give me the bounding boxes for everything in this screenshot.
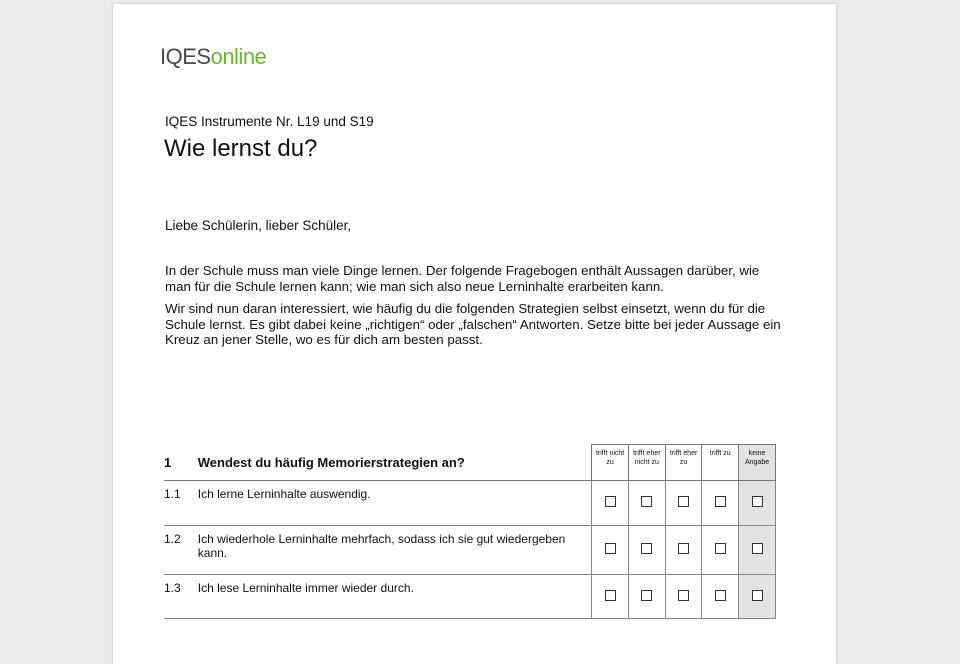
checkbox-trifft-eher-nicht-zu[interactable] [641,590,652,601]
option-header: trifft eher zu [665,445,702,481]
logo-iqes: IQES [160,44,211,69]
checkbox-trifft-zu[interactable] [715,590,726,601]
item-number: 1.1 [164,481,198,526]
item-text: Ich lerne Lerninhalte auswendig. [198,481,592,526]
checkbox-trifft-zu[interactable] [715,543,726,554]
intro-paragraph-1: In der Schule muss man viele Dinge lernen. Der folgende Fragebogen enthält Aussagen darüber, wie man für die Schule lernen kann; wie man sich also neue Lerninhalte erarbeiten kann. [165,263,760,294]
checkbox-trifft-eher-zu[interactable] [678,543,689,554]
item-number: 1.2 [164,526,198,575]
checkbox-trifft-nicht-zu[interactable] [605,496,616,507]
section-number: 1 [164,445,198,481]
questionnaire-table [164,444,776,619]
option-header: trifft zu [702,445,739,481]
option-header-no-answer: keine Angabe [739,445,776,481]
checkbox-trifft-eher-nicht-zu[interactable] [641,543,652,554]
checkbox-trifft-eher-nicht-zu[interactable] [641,496,652,507]
item-text: Ich wiederhole Lerninhalte mehrfach, sodass ich sie gut wiedergeben kann. [198,526,592,575]
checkbox-trifft-nicht-zu[interactable] [605,590,616,601]
option-header: trifft nicht zu [592,445,629,481]
intro-paragraph-2: Wir sind nun daran interessiert, wie häufig du die folgenden Strategien selbst einsetzt, wenn du für die Schule lernst. Es gibt dabei keine „richtigen“ oder „falschen“ Antworten. Setze bitte bei jeder Aussage ein Kreuz an jener Stelle, wo es für dich am besten passt. [165,301,781,348]
section-question: Wendest du häufig Memorierstrategien an? [198,445,592,481]
logo-online: online [210,44,267,69]
iqes-logo [160,44,266,70]
option-header: trifft eher nicht zu [628,445,665,481]
checkbox-keine-angabe[interactable] [752,590,763,601]
question-header-row [164,445,776,481]
page-title: Wie lernst du? [164,135,318,162]
item-number: 1.3 [164,575,198,619]
question-row [164,481,776,526]
question-row [164,575,776,619]
document-page [113,4,836,664]
checkbox-trifft-eher-zu[interactable] [678,496,689,507]
checkbox-trifft-zu[interactable] [715,496,726,507]
checkbox-keine-angabe[interactable] [752,496,763,507]
greeting: Liebe Schülerin, lieber Schüler, [165,218,352,233]
question-row [164,526,776,575]
item-text: Ich lese Lerninhalte immer wieder durch. [198,575,592,619]
checkbox-keine-angabe[interactable] [752,543,763,554]
checkbox-trifft-eher-zu[interactable] [678,590,689,601]
checkbox-trifft-nicht-zu[interactable] [605,543,616,554]
instrument-line: IQES Instrumente Nr. L19 und S19 [165,114,374,129]
